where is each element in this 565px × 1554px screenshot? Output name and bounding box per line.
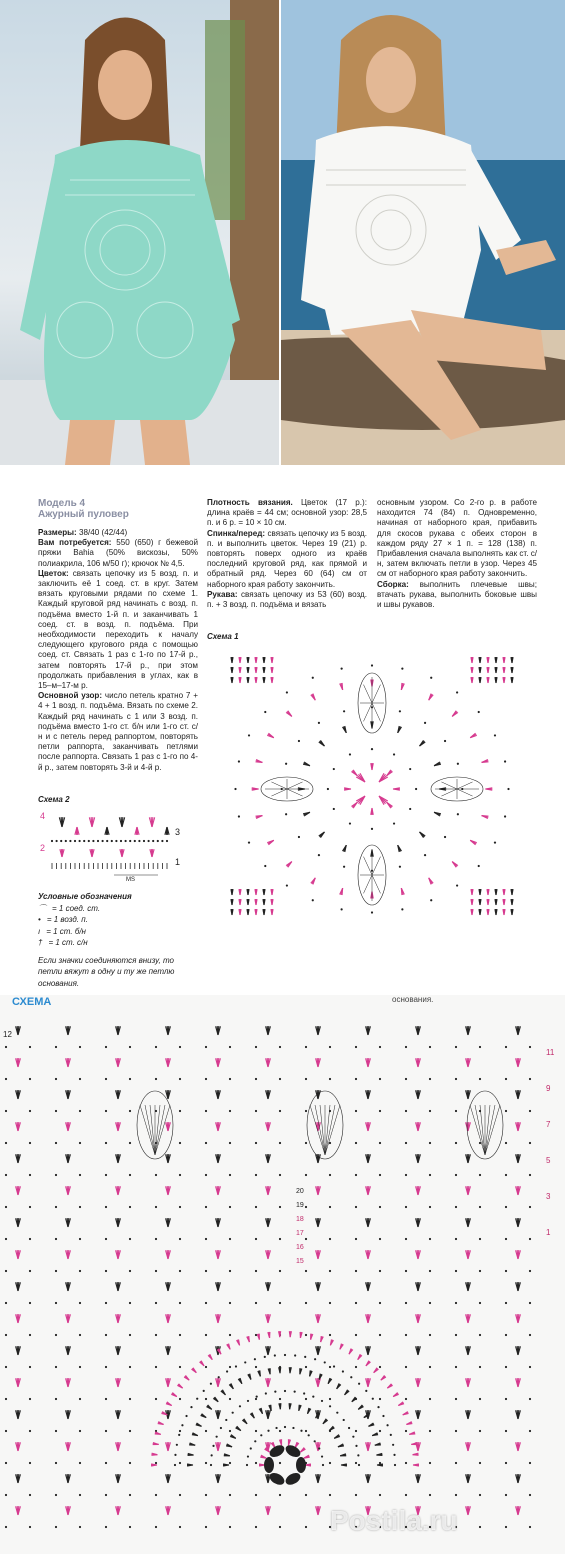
scheme1-label: Схема 1	[207, 632, 239, 641]
bottom-row-number-right: 7	[546, 1120, 551, 1129]
bottom-center-number: 18	[296, 1216, 304, 1223]
pattern-text: число петель кратно 7 + 4 + 1 возд. п. подъёма. Вязать по схеме 2. Каждый ряд начинать с 1 или 3 возд. п. подъёма вместо 1-го ст. б/н или 1-го ст. с/н и с петель перед раппортом, повторять петли раппорта, заканчивать петлями после раппорта. Связать 1 раз с 1-го по 4-й р., затем повторять 3-й и 4-й р.	[38, 691, 198, 772]
bottom-row-number-right: 11	[546, 1048, 555, 1057]
need-text: 550 (650) г бежевой пряжи Bahia (50% вискозы, 50% полиакрила, 106 м/50 г); крючок № 4,5.	[38, 538, 198, 568]
legend-item-slip: ⌒ = 1 соед. ст.	[38, 903, 101, 913]
bottom-center-number: 16	[296, 1244, 304, 1251]
sleeves-continued-text: основным узором. Со 2-го р. в работе находится 74 (84) п. Одновременно, начиная от наборного края, прибавить для скосов рукава с обеих сторон в каждом ряду 27 × 1 п. = 128 (138) п. Прибавления сначала выполнять как ст. с/н, затем включать петли в узор. Через 45 см от наборного края работу закончить.	[377, 498, 538, 579]
scheme2-row-3: 3	[175, 827, 181, 837]
bottom-fragment: основания.	[392, 995, 434, 1004]
scheme1-diagram	[207, 643, 537, 935]
bottom-row-number-right: 9	[546, 1084, 551, 1093]
bottom-center-number: 19	[296, 1202, 304, 1209]
need-label: Вам потребуется:	[38, 538, 112, 548]
legend-item-dc: † = 1 ст. с/н	[38, 938, 88, 947]
legend-item-chain: • = 1 возд. п.	[38, 915, 88, 924]
back-text: связать цепочку из 5 возд. п. и выполнить цветок. Через 19 (21) р. повторять поверх одного из краёв последний круговой ряд, как прямой и обратный ряд. Через 60 (64) см от наборного края работу закончить.	[207, 528, 367, 589]
text-column-3	[377, 498, 537, 610]
flower-text: связать цепочку из 5 возд. п. и заключить её 1 соед. ст. в круг. Затем вязать круговыми рядами по схеме 1. Каждый круговой ряд начинать с возд. п. подъёма вместо 1-й п. и заканчивать 1 соед. ст. в возд. п. подъёма. При необходимости переходить к началу следующего кругового ряда с помощью соед. ст. Связать 1 раз с 1-го по 17-й р., затем повторять 17-й р., при этом продолжать прибавления в углах, как в 15–м–17-м р.	[38, 568, 198, 691]
single-crochet-icon: ı	[38, 926, 41, 936]
legend-note: Если значки соединяются внизу, то петли вяжут в одну и ту же петлю основания.	[38, 955, 175, 988]
bottom-center-number: 20	[296, 1188, 304, 1195]
scheme2-row-4: 4	[40, 811, 46, 821]
photo-white-sweater	[281, 0, 565, 465]
bottom-center-number: 15	[296, 1258, 304, 1265]
density-text: Цветок (17 р.): длина краёв = 44 см; основной узор: 28,5 п. и 6 р. = 10 × 10 см.	[207, 498, 367, 528]
scheme2-row-2: 2	[40, 843, 46, 853]
flower-label: Цветок:	[38, 568, 69, 578]
model-title: Модель 4	[38, 498, 86, 509]
back-label: Спинка/перед:	[207, 528, 266, 538]
sleeves-label: Рукава:	[207, 589, 238, 599]
bottom-scheme	[0, 995, 565, 1554]
sleeves-text: связать цепочку из 53 (60) возд. п. + 3 возд. п. подъёма и вязать	[207, 589, 367, 610]
bottom-row-12: 12	[3, 1030, 12, 1039]
double-crochet-icon: †	[38, 938, 43, 947]
legend-item-sc: ı = 1 ст. б/н	[38, 926, 86, 936]
postila-watermark: Postila.ru	[330, 1505, 458, 1536]
sizes-label: Размеры:	[38, 528, 77, 537]
photo-strip	[0, 0, 565, 465]
pattern-label: Основной узор:	[38, 691, 103, 701]
legend	[38, 891, 198, 989]
slip-stitch-icon: ⌒	[38, 903, 46, 913]
bottom-row-number-right: 5	[546, 1156, 551, 1165]
scheme2-diagram	[38, 805, 198, 885]
model-subtitle: Ажурный пуловер	[38, 509, 129, 520]
scheme2-label: Схема 2	[38, 795, 70, 804]
assembly-text: выполнить плечевые швы; втачать рукава, выполнить боковые швы и швы рукавов.	[377, 579, 537, 610]
scheme2-ms: MS	[126, 877, 135, 883]
bottom-row-number-right: 1	[546, 1228, 551, 1237]
text-column-2	[207, 498, 367, 610]
text-column-1	[38, 498, 198, 773]
bottom-scheme-title: СХЕМА	[12, 996, 52, 1008]
bottom-center-number: 17	[296, 1230, 304, 1237]
photo-mint-sweater	[0, 0, 279, 465]
scheme2-row-1: 1	[175, 857, 181, 867]
bottom-row-number-right: 3	[546, 1192, 551, 1201]
chain-stitch-icon: •	[38, 915, 41, 924]
bottom-scheme-diagram	[0, 995, 565, 1554]
magazine-page	[0, 465, 565, 995]
assembly-label: Сборка:	[377, 579, 409, 589]
legend-title: Условные обозначения	[38, 892, 132, 901]
sizes-text: 38/40 (42/44)	[76, 528, 128, 537]
density-label: Плотность вязания.	[207, 498, 293, 507]
